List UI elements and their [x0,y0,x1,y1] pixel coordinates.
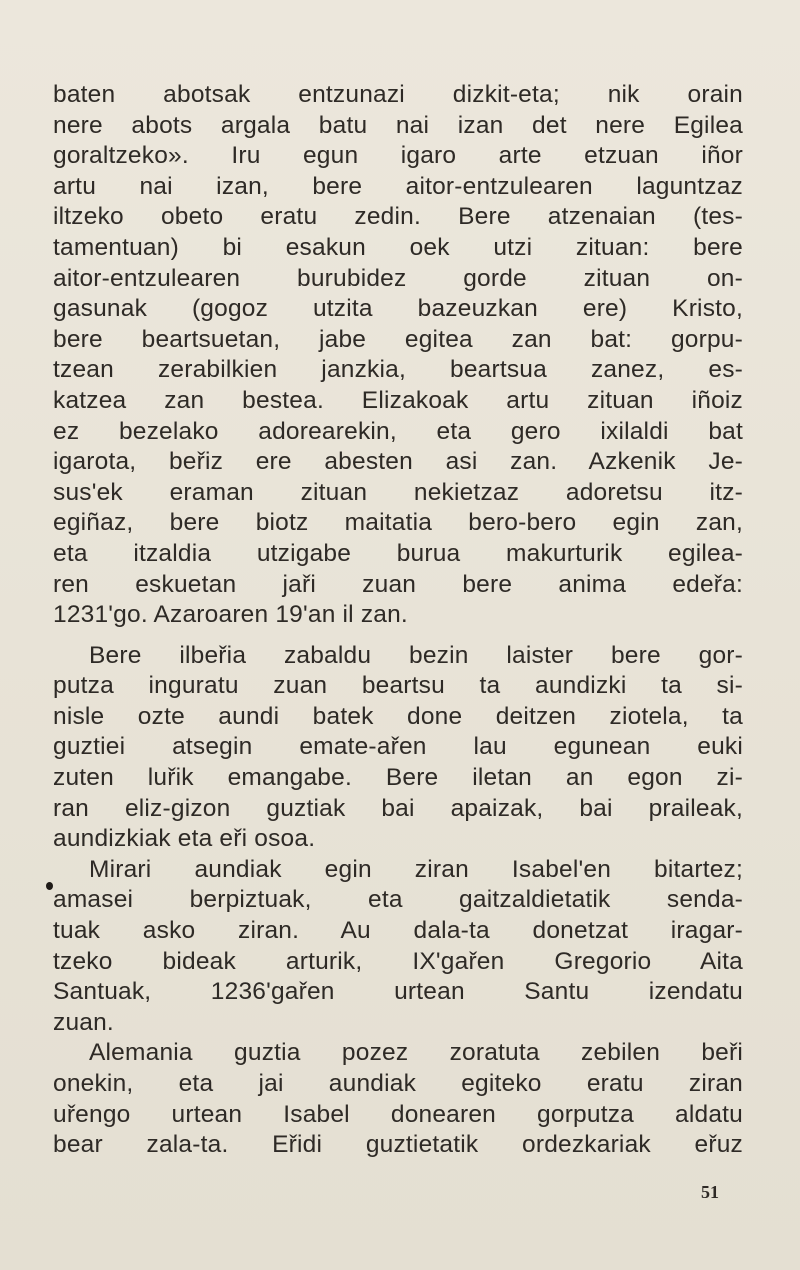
text-line: tamentuan) bi esakun oek utzi zituan: bere [53,233,743,261]
text-line: katzea zan bestea. Elizakoak artu zituan iñoiz [53,386,743,414]
text-line: ran eliz-gizon guztiak bai apaizak, bai praileak, [53,794,743,822]
text-line: zuan. [53,1008,114,1036]
text-line: tuak asko ziran. Au dala-ta donetzat iragar- [53,917,743,945]
text-line: Santuak, 1236'gařen urtean Santu izendatu [53,978,743,1006]
text-line: igarota, beřiz ere abesten asi zan. Azkenik Je- [53,448,743,476]
text-line: amasei berpiztuak, eta gaitzaldietatik senda- [53,886,743,914]
text-line: onekin, eta jai aundiak egiteko eratu ziran [53,1070,743,1097]
text-line: guztiei atsegin emate-ařen lau egunean euki [53,733,743,761]
text-line: putza inguratu zuan beartsu ta aundizki ta si- [53,672,743,700]
text-line: aitor-entzulearen burubidez gorde zituan on- [53,264,743,292]
text-line: sus'ek eraman zituan nekietzaz adoretsu itz- [53,478,743,506]
text-line: nisle ozte aundi batek done deitzen ziotela, ta [53,702,743,730]
text-line: aundizkiak eta eři osoa. [53,825,316,853]
text-line: goraltzeko». Iru egun igaro arte etzuan iñor [53,142,743,170]
text-line: ren eskuetan jaři zuan bere anima edeřa: [53,570,743,598]
ink-speck [46,882,53,890]
text-line: bere beartsuetan, jabe egitea zan bat: gorpu- [53,325,743,353]
text-line: iltzeko obeto eratu zedin. Bere atzenaian (tes- [53,203,743,231]
text-line: nere abots argala batu nai izan det nere Egilea [53,111,743,139]
text-line: 1231'go. Azaroaren 19'an il zan. [53,601,408,629]
text-line: uřengo urtean Isabel donearen gorputza aldatu [53,1100,743,1128]
text-line: bear zala-ta. Eřidi guztietatik ordezkariak eřuz [53,1131,743,1159]
text-line: tzeko bideak arturik, IX'gařen Gregorio Aita [53,947,743,975]
text-line: egiñaz, bere biotz maitatia bero-bero egin zan, [53,509,743,537]
text-line: tzean zerabilkien janzkia, beartsua zanez, es- [53,356,743,384]
text-line: artu nai izan, bere aitor-entzulearen laguntzaz [53,172,743,200]
text-line: ez bezelako adorearekin, eta gero ixilaldi bat [53,417,743,445]
body-text [53,80,743,1161]
text-line: baten abotsak entzunazi dizkit-eta; nik orain [53,81,743,108]
text-line: zuten luřik emangabe. Bere iletan an egon zi- [53,764,743,792]
text-line: Alemania guztia pozez zoratuta zebilen beři [89,1039,743,1067]
text-line: gasunak (gogoz utzita bazeuzkan ere) Kristo, [53,295,743,323]
text-line: Bere ilbeřia zabaldu bezin laister bere gor- [89,641,743,669]
page-number: 51 [701,1182,719,1202]
text-line: eta itzaldia utzigabe burua makurturik egilea- [53,539,743,567]
text-line: Mirari aundiak egin ziran Isabel'en bitartez; [89,855,743,883]
